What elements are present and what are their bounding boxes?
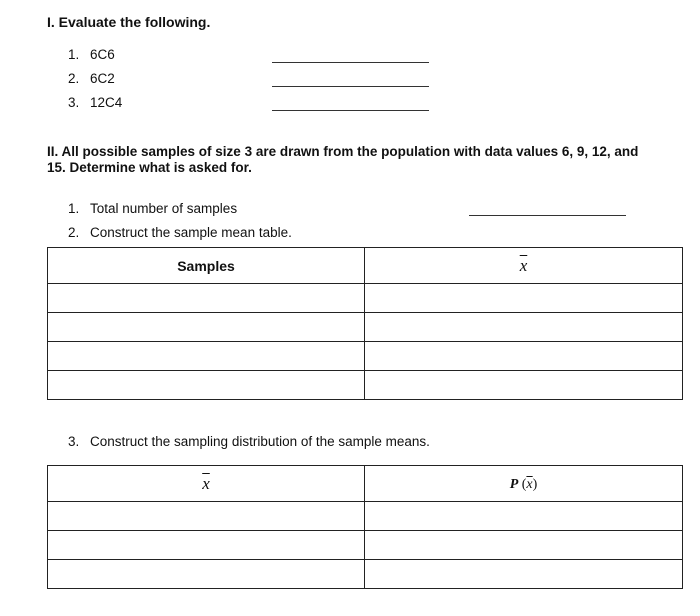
item-number: 1. (68, 47, 80, 62)
table-row (48, 371, 683, 400)
table-cell[interactable] (365, 313, 683, 342)
table-cell[interactable] (48, 371, 365, 400)
x-bar-symbol: $\overline{x}$ (526, 476, 533, 492)
item-text: 12C4 (90, 95, 123, 110)
item-text: 6C6 (90, 47, 115, 62)
table-cell[interactable] (48, 313, 365, 342)
table-row (48, 502, 683, 531)
table-header-row (48, 248, 683, 284)
item-text: Total number of samples (90, 201, 238, 216)
item-number: 1. (68, 201, 80, 216)
item-number: 3. (68, 95, 80, 110)
part2-item-1 (68, 201, 237, 216)
table-cell[interactable] (48, 560, 365, 589)
sample-mean-header (365, 248, 683, 284)
sampling-distribution-table (47, 465, 683, 589)
table-cell[interactable] (365, 531, 683, 560)
probability-symbol: P $(\overline{x})$ (509, 476, 538, 492)
item-text: Construct the sample mean table. (90, 225, 292, 240)
part2-item-2 (68, 225, 292, 240)
table-row (48, 531, 683, 560)
part2-item-3 (68, 434, 430, 449)
answer-blank-total-samples[interactable] (469, 215, 626, 216)
x-bar-symbol: $\overline{x}$ (202, 473, 210, 493)
p-symbol: P (509, 476, 519, 492)
samples-header: Samples (48, 248, 365, 284)
x-bar-symbol: $\overline{x}$ (519, 255, 528, 275)
sample-mean-header (48, 466, 365, 502)
answer-blank-1[interactable] (272, 62, 429, 63)
part1-item-3 (68, 95, 122, 110)
part1-item-1 (68, 47, 115, 62)
item-number: 2. (68, 225, 80, 240)
part1-item-2 (68, 71, 115, 86)
answer-blank-2[interactable] (272, 86, 429, 87)
table-cell[interactable] (365, 342, 683, 371)
part1-title: I. Evaluate the following. (47, 14, 211, 30)
table-cell[interactable] (48, 531, 365, 560)
probability-header (365, 466, 683, 502)
item-text: 6C2 (90, 71, 115, 86)
table-cell[interactable] (48, 502, 365, 531)
table-cell[interactable] (48, 342, 365, 371)
table-header-row (48, 466, 683, 502)
item-number: 3. (68, 434, 80, 449)
table-row (48, 313, 683, 342)
item-number: 2. (68, 71, 80, 86)
table-row (48, 284, 683, 313)
table-cell[interactable] (365, 502, 683, 531)
table-cell[interactable] (365, 284, 683, 313)
part2-title-line1: II. All possible samples of size 3 are drawn from the population with data values 6, 9, 12, and (47, 144, 639, 159)
sample-mean-table (47, 247, 683, 400)
item-text: Construct the sampling distribution of the sample means. (90, 434, 430, 449)
table-row (48, 342, 683, 371)
table-cell[interactable] (365, 560, 683, 589)
part2-title-line2: 15. Determine what is asked for. (47, 160, 252, 175)
answer-blank-3[interactable] (272, 110, 429, 111)
table-cell[interactable] (48, 284, 365, 313)
table-row (48, 560, 683, 589)
table-cell[interactable] (365, 371, 683, 400)
